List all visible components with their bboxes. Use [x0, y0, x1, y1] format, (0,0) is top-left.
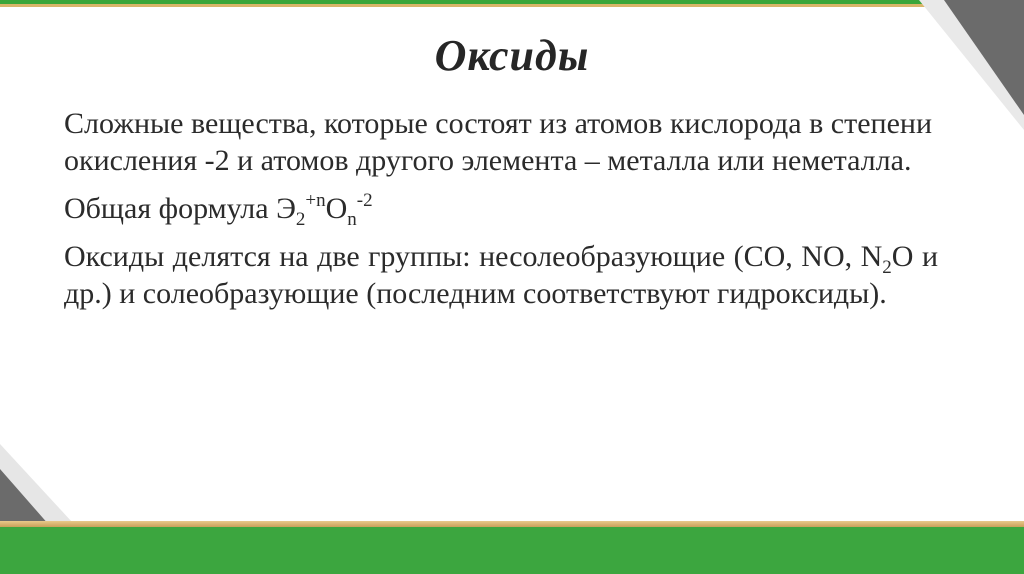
- definition-paragraph: Сложные вещества, которые состоят из атомов кислорода в степени окисления -2 и атомов другого элемента – металла или неметалла.: [64, 107, 932, 177]
- bottom-bar-green: [0, 527, 1024, 574]
- top-stripe-gold: [0, 4, 1024, 7]
- top-stripe: [0, 0, 1024, 7]
- groups-paragraph: [64, 238, 938, 312]
- formula-prefix: Общая формула Э: [64, 192, 296, 225]
- formula-sub-2: n: [347, 209, 357, 230]
- bottom-bar: [0, 521, 1024, 574]
- formula-sup-1: +n: [305, 190, 326, 211]
- groups-text-part-2: O и др.) и солеобразующие (последним соответствуют гидроксиды).: [64, 240, 938, 310]
- n2o-subscript: 2: [882, 257, 892, 278]
- formula-paragraph: [64, 190, 938, 230]
- formula-oxygen: O: [325, 192, 348, 225]
- formula-sub-1: 2: [295, 209, 306, 230]
- formula-sup-2: -2: [356, 190, 373, 211]
- slide-body: [64, 105, 938, 323]
- slide-title: Оксиды: [434, 31, 590, 80]
- groups-text-part-1: Оксиды делятся на две группы: несолеобразующие (CO, NO, N: [64, 240, 883, 273]
